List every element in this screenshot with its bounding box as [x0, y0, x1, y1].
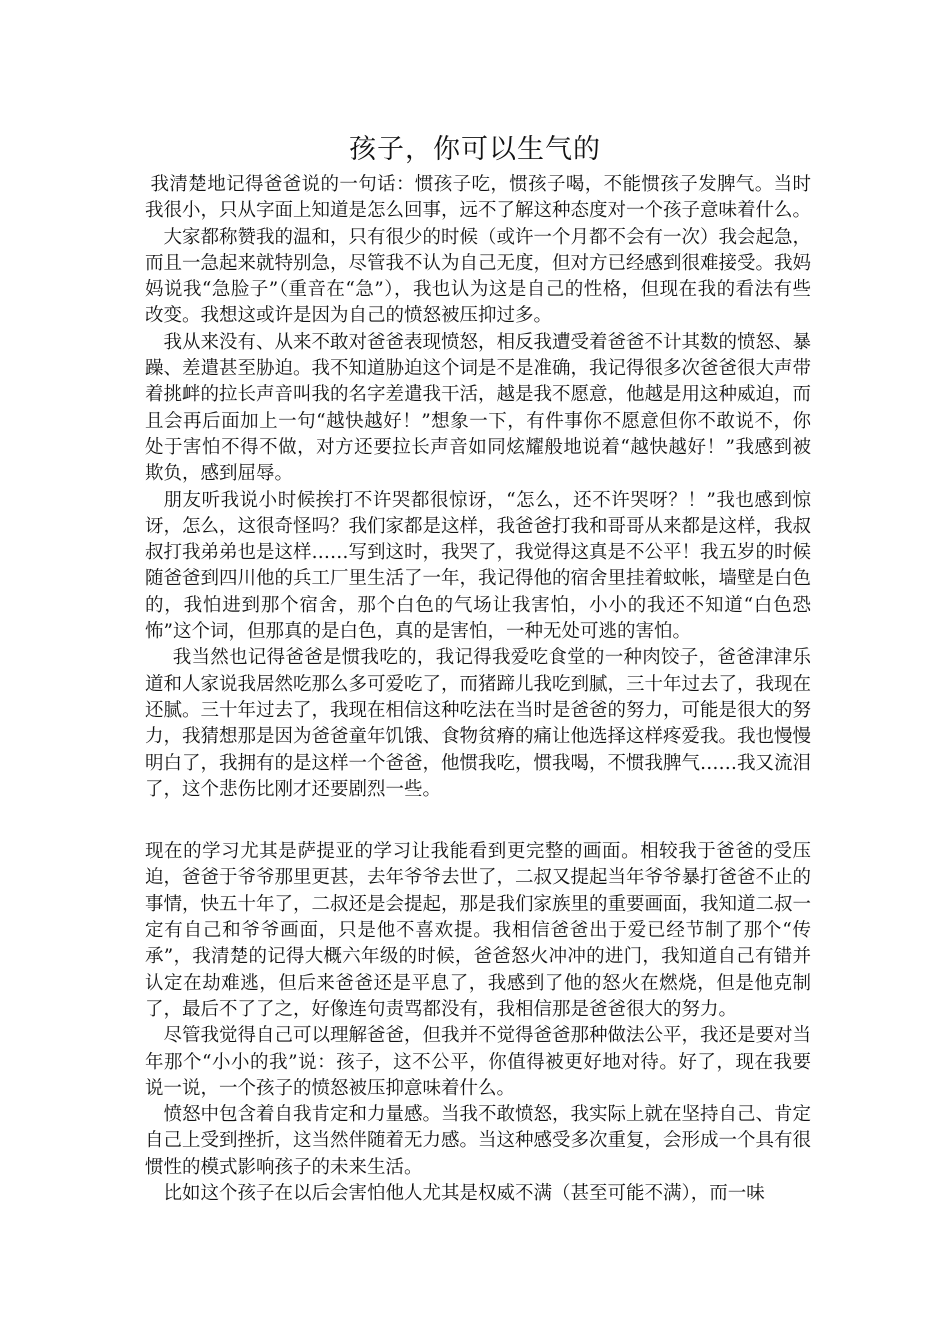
page-title: 孩子，你可以生气的	[349, 134, 601, 165]
paragraph: 现在的学习尤其是萨提亚的学习让我能看到更完整的画面。相较我于爸爸的受压迫，爸爸于爷爷那里更甚，去年爷爷去世了，二叔又提起当年爷爷暴打爸爸不止的事情，快五十年了，二叔还是会提起，那是我们家族里的重要画面，我知道二叔一定有自己和爷爷画面，只是他不喜欢提。我相信爸爸出于爱已经节制了那个“传承”，我清楚的记得大概六年级的时候，爸爸怒火冲冲的进门，我知道自己有错并认定在劫难逃，但后来爸爸还是平息了，我感到了他的怒火在燃烧，但是他克制了，最后不了了之，好像连句责骂都没有，我相信那是爸爸很大的努力。	[145, 841, 812, 1020]
paragraph: 愤怒中包含着自我肯定和力量感。当我不敢愤怒，我实际上就在坚持自己、肯定自己上受到挫折，这当然伴随着无力感。当这种感受多次重复，会形成一个具有很惯性的模式影响孩子的未来生活。	[145, 1104, 812, 1178]
paragraph: 我清楚地记得爸爸说的一句话：惯孩子吃，惯孩子喝，不能惯孩子发脾气。当时我很小，只从字面上知道是怎么回事，远不了解这种态度对一个孩子意味着什么。	[145, 174, 812, 222]
paragraph: 朋友听我说小时候挨打不许哭都很惊讶，“怎么，还不许哭呀？！”我也感到惊讶，怎么，这很奇怪吗？我们家都是这样，我爸爸打我和哥哥从来都是这样，我叔叔打我弟弟也是这样……写到这时，我哭了，我觉得这真是不公平！我五岁的时候随爸爸到四川他的兵工厂里生活了一年，我记得他的宿舍里挂着蚊帐，墙壁是白色的，我怕进到那个宿舍，那个白色的气场让我害怕，小小的我还不知道“白色恐怖”这个词，但那真的是白色，真的是害怕，一种无处可逃的害怕。	[145, 489, 812, 643]
paragraph: 大家都称赞我的温和，只有很少的时候（或许一个月都不会有一次）我会起急，而且一急起来就特别急，尽管我不认为自己无度，但对方已经感到很难接受。我妈妈说我“急脸子”（重音在“急”），我也认为这是自己的性格，但现在我的看法有些改变。我想这或许是因为自己的愤怒被压抑过多。	[145, 226, 812, 327]
paragraph: 尽管我觉得自己可以理解爸爸，但我并不觉得爸爸那种做法公平，我还是要对当年那个“小小的我”说：孩子，这不公平，你值得被更好地对待。好了，现在我要说一说，一个孩子的愤怒被压抑意味着什么。	[145, 1025, 812, 1099]
paragraph: 我从来没有、从来不敢对爸爸表现愤怒，相反我遭受着爸爸不计其数的愤怒、暴躁、差遣甚至胁迫。我不知道胁迫这个词是不是准确，我记得很多次爸爸很大声带着挑衅的拉长声音叫我的名字差遣我干活，越是我不愿意，他越是用这种威迫，而且会再后面加上一句“越快越好！”想象一下，有件事你不愿意但你不敢说不，你处于害怕不得不做，对方还要拉长声音如同炫耀般地说着“越快越好！”我感到被欺负，感到屈辱。	[145, 331, 812, 485]
paragraph-gap	[145, 803, 811, 839]
paragraph: 我当然也记得爸爸是惯我吃的，我记得我爱吃食堂的一种肉饺子，爸爸津津乐道和人家说我居然吃那么多可爱吃了，而猪蹄儿我吃到腻，三十年过去了，我现在还腻。三十年过去了，我现在相信这种吃法在当时是爸爸的努力，可能是很大的努力，我猜想那是因为爸爸童年饥饿、食物贫瘠的痛让他选择这样疼爱我。我也慢慢明白了，我拥有的是这样一个爸爸，他惯我吃，惯我喝，不惯我脾气……我又流泪了，这个悲伤比刚才还要剧烈一些。	[145, 647, 812, 800]
paragraph: 比如这个孩子在以后会害怕他人尤其是权威不满（甚至可能不满），而一味	[163, 1182, 765, 1204]
article-body	[145, 172, 811, 1207]
